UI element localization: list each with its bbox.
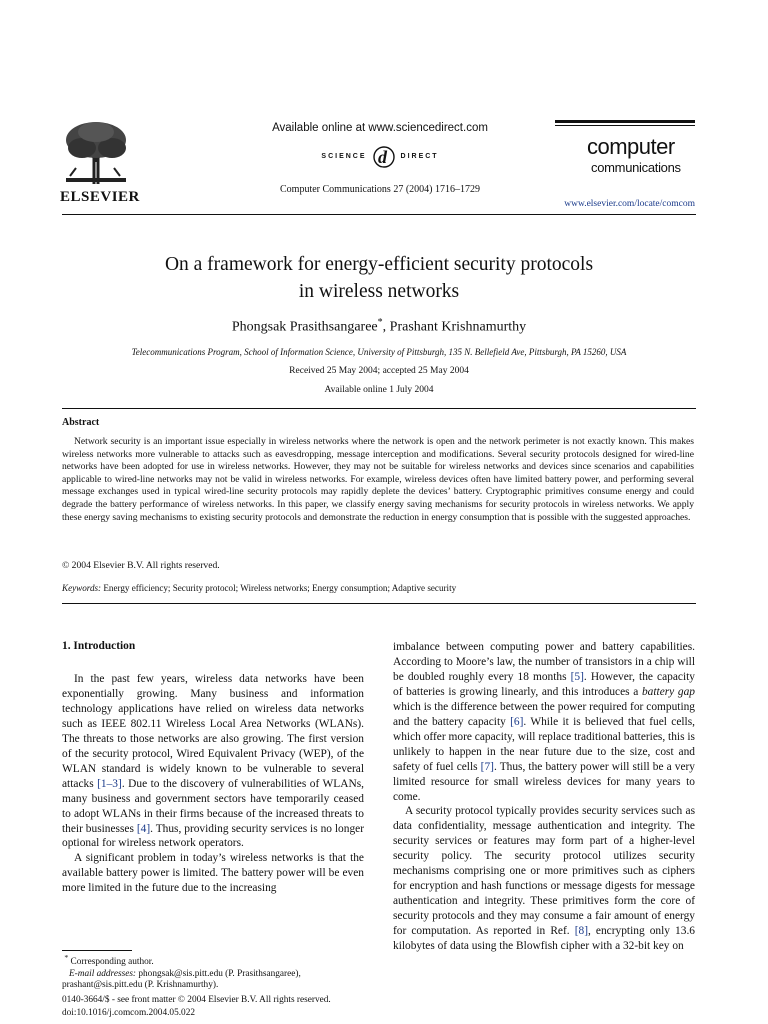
keywords	[62, 583, 694, 593]
intro-paragraph-3	[393, 804, 695, 954]
title-line-1: On a framework for energy-efficient security protocols	[164, 254, 594, 275]
doi-line[interactable]: doi:10.1016/j.comcom.2004.05.022	[62, 1007, 195, 1018]
text-run: . However, the capacity of batteries is growing linearly, and this introduces a	[393, 670, 695, 698]
keywords-list: Energy efficiency; Security protocol; Wireless networks; Energy consumption; Adaptive security	[103, 583, 457, 593]
received-dates: Received 25 May 2004; accepted 25 May 2004	[289, 366, 469, 376]
intro-paragraph-1	[62, 672, 364, 851]
sciencedirect-logo	[240, 142, 520, 170]
abstract-top-divider	[62, 408, 696, 409]
article-title	[62, 251, 696, 305]
footnote-corresponding	[62, 952, 364, 969]
sciencedirect-right-word: DIRECT	[400, 152, 439, 160]
text-run: . Thus, the battery power will still be a very limited resource for small wireless devices for many years to come.	[393, 760, 695, 803]
abstract-bottom-divider	[62, 603, 696, 604]
author-1: Phongsak Prasithsangaree	[231, 319, 378, 335]
citation-link[interactable]: [1–3]	[97, 777, 122, 790]
logo-word-computer: computer	[587, 134, 675, 159]
issn-line: 0140-3664/$ - see front matter © 2004 Elsevier B.V. All rights reserved.	[62, 995, 331, 1005]
citation-link[interactable]: [6]	[510, 715, 524, 728]
footnote-emails	[62, 969, 364, 992]
citation-link[interactable]: [8]	[574, 925, 588, 938]
front-matter	[62, 994, 364, 1019]
abstract-body: Network security is an important issue especially in wireless networks where the network is open and the network perimeter is not exactly known. This makes wireless networks more vulnerable to attacks such as eavesdropping, message interception and modifications. Several security protocols designed for wired-line networks have been adopted for use in wireless networks. However, they may not be suitable for wireless networks and devices since scenarios and capabilities applicable to wired-line networks may not be valid in wireless networks. For example, wireless devices often have limited battery power, and performing several message exchanges used in typical wired-line security protocols may rapidly deplete the devices’ battery. Cryptographic primitives consume energy and could degrade the battery performance of wireless networks. In this paper, we classify energy saving mechanisms for security protocols in wireless networks. We apply these energy saving mechanisms to existing security protocols and demonstrate the reduction in energy consumption that is possible with the suggested approaches.	[62, 436, 694, 523]
footnote	[62, 952, 364, 991]
text-run: , encrypting only 13.6 kilobytes of data using the Blowfish cipher with a 32-bit key on	[393, 925, 695, 953]
citation-link[interactable]: [4]	[136, 822, 151, 835]
footnote-text: Corresponding author.	[70, 957, 154, 968]
text-run: . Due to the discovery of vulnerabilities of WLANs, many business and government sectors have temporarily ceased to adopt WLANs in their firms because of the increased threats to their businesses	[62, 777, 364, 835]
text-run: In the past few years, wireless data networks have been exponentially growing. Many business and information technology applications have relied on wireless data networks such as IEEE 802.11 Wireless Local Area Networks (WLANs). The threats to those networks are also growing. The first version of the security protocol, Wired Equivalent Privacy (WEP), of the WLAN standard is widely known to be vulnerable to several attacks	[62, 673, 364, 790]
keywords-label: Keywords:	[62, 583, 102, 593]
affiliation: Telecommunications Program, School of Information Science, University of Pittsburgh, 135 N. Bellefield Ave, Pittsburgh, PA 15260, USA	[131, 347, 627, 357]
svg-text:d: d	[377, 147, 389, 167]
elsevier-wordmark: ELSEVIER	[60, 189, 140, 205]
elsevier-tree-icon	[60, 118, 132, 186]
abstract-heading: Abstract	[62, 417, 100, 428]
title-line-2: in wireless networks	[298, 281, 460, 302]
logo-word-communications: communications	[591, 160, 681, 175]
elsevier-logo	[60, 118, 140, 205]
author-separator: ,	[382, 319, 390, 335]
author-list	[62, 317, 696, 336]
citation-link[interactable]: [7]	[480, 760, 494, 773]
available-online-text: Available online at www.sciencedirect.com	[272, 122, 488, 134]
right-column	[393, 640, 695, 954]
online-date: Available online 1 July 2004	[324, 385, 434, 395]
text-run: A security protocol typically provides security services such as data confidentiality, message authentication and integrity. The security services or features may form part of a higher-level security policy. The security protocol utilizes security mechanisms comprising one or more primitives such as ciphers for encryption and hash functions or message digests for message authentication and integrity. These primitives form the core of security protocols and they may consume a fair amount of energy for computation. As reported in Ref.	[393, 805, 695, 938]
footnote-rule	[62, 950, 132, 951]
text-run: . While it is believed that fuel cells, which offer more capacity, will replace traditional batteries, this is unlikely to happen in the near future due to the size, cost and safety of fuel cells	[393, 715, 695, 773]
citation-link[interactable]: [5]	[570, 670, 584, 683]
left-column	[62, 672, 364, 896]
text-run: which is the difference between the power required for computing and the battery capacity	[393, 700, 695, 728]
intro-paragraph-2-cont	[393, 640, 695, 804]
logo-rule-thin	[555, 125, 695, 126]
footnote-mark: *	[64, 953, 69, 962]
corresponding-mark[interactable]: *	[377, 317, 383, 328]
emphasis: battery gap	[641, 685, 695, 698]
header-divider	[62, 214, 696, 215]
email-addresses[interactable]: phongsak@sis.pitt.edu (P. Prasithsangaree), prashant@sis.pitt.edu (P. Krishnamurthy).	[62, 968, 301, 990]
sciencedirect-d-icon	[371, 143, 397, 169]
text-run: imbalance between computing power and battery capabilities. According to Moore’s law, the number of transistors in a chip will be doubled roughly every 18 months	[393, 641, 695, 683]
email-label: E-mail addresses:	[68, 968, 137, 979]
section-heading-introduction: 1. Introduction	[62, 640, 136, 652]
text-run: . Thus, providing security services is no longer optional for wireless network operators.	[62, 822, 364, 850]
computer-communications-logo	[555, 120, 695, 184]
abstract-copyright: © 2004 Elsevier B.V. All rights reserved.	[62, 560, 220, 571]
logo-rule-thick	[555, 120, 695, 123]
author-2: Prashant Krishnamurthy	[389, 319, 527, 335]
journal-url-link[interactable]: www.elsevier.com/locate/comcom	[564, 199, 695, 209]
journal-reference: Computer Communications 27 (2004) 1716–1729	[280, 184, 480, 195]
sciencedirect-left-word: SCIENCE	[321, 152, 367, 160]
intro-paragraph-2: A significant problem in today’s wireless networks is that the available battery power is limited. The battery power will be even more limited in the future due to the increasing	[62, 852, 364, 895]
